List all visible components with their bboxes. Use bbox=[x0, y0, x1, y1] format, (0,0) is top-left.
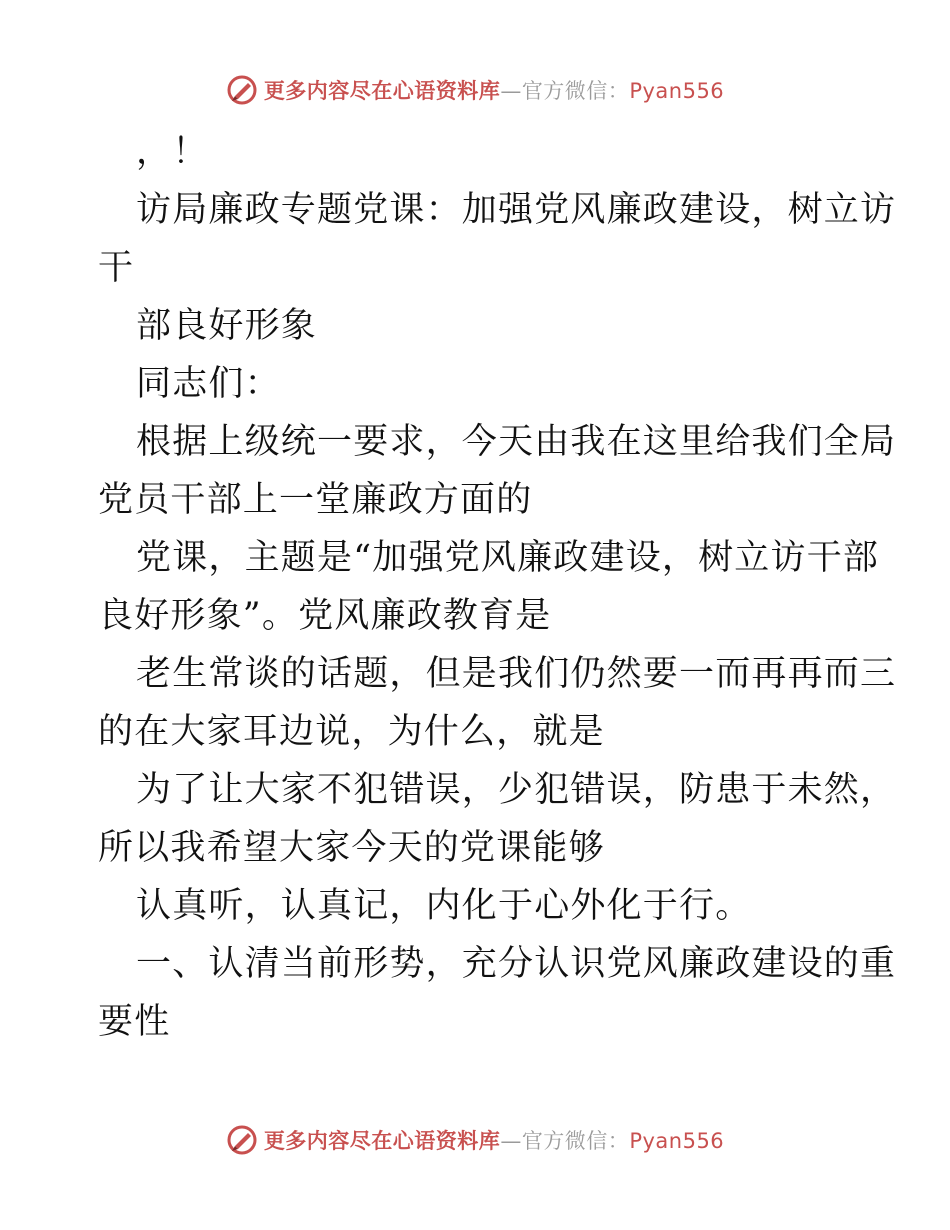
footer-banner-handle: Pyan556 bbox=[629, 1129, 725, 1153]
pen-logo-icon bbox=[226, 74, 258, 106]
header-banner-wechat-label: 官方微信： bbox=[521, 79, 630, 103]
header-banner-main: 更多内容尽在心语资料库 bbox=[263, 79, 501, 103]
footer-banner-main: 更多内容尽在心语资料库 bbox=[263, 1129, 501, 1153]
text-line: 为了让大家不犯错误，少犯错误，防患于未然， bbox=[136, 770, 897, 810]
text-line: 党员干部上一堂廉政方面的 bbox=[98, 480, 533, 520]
footer-banner-text bbox=[264, 1125, 724, 1155]
document-title-line-3: 部良好形象 bbox=[136, 306, 318, 346]
section-heading-line-2: 要性 bbox=[98, 1002, 171, 1042]
footer-banner-wechat-label: 官方微信： bbox=[521, 1129, 630, 1153]
section-heading-line-1: 一、认清当前形势，充分认识党风廉政建设的重 bbox=[136, 944, 897, 984]
text-line: ，！ bbox=[136, 132, 209, 172]
text-line: 党课，主题是“加强党风廉政建设，树立访干部 bbox=[136, 538, 880, 578]
salutation: 同志们： bbox=[136, 364, 281, 404]
text-line: 所以我希望大家今天的党课能够 bbox=[98, 828, 605, 868]
text-line: 老生常谈的话题，但是我们仍然要一而再再而三 bbox=[136, 654, 897, 694]
header-banner-handle: Pyan556 bbox=[629, 79, 725, 103]
text-line: 根据上级统一要求，今天由我在这里给我们全局 bbox=[136, 422, 897, 462]
footer-banner bbox=[0, 1120, 950, 1160]
document-body bbox=[98, 123, 897, 1051]
pen-logo-icon bbox=[226, 1124, 258, 1156]
header-banner bbox=[0, 70, 950, 110]
text-line: 的在大家耳边说，为什么，就是 bbox=[98, 712, 605, 752]
header-banner-text bbox=[264, 75, 724, 105]
header-banner-dash: — bbox=[500, 79, 522, 103]
text-line: 认真听，认真记，内化于心外化于行。 bbox=[136, 886, 752, 926]
footer-banner-dash: — bbox=[500, 1129, 522, 1153]
text-line: 良好形象”。党风廉政教育是 bbox=[98, 596, 552, 636]
document-title-line-1: 访局廉政专题党课：加强党风廉政建设，树立访 bbox=[136, 190, 897, 230]
document-title-line-2: 干 bbox=[98, 248, 135, 288]
